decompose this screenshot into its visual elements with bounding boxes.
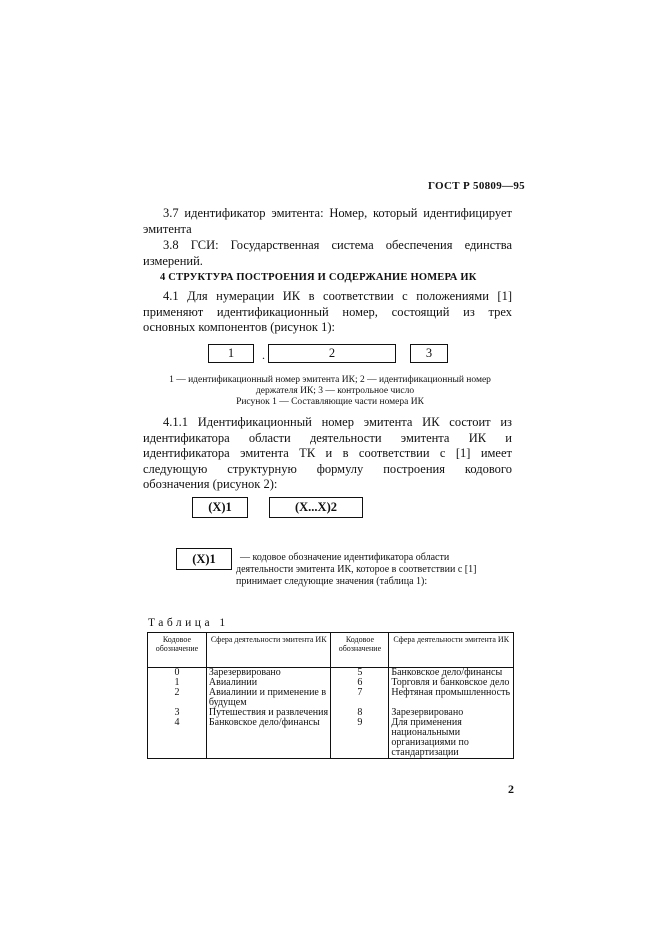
- component-box-3: 3: [410, 344, 448, 363]
- header-sphere-left: Сфера деятельности эмитента ИК: [206, 633, 331, 668]
- table-row: [148, 718, 514, 759]
- table-1-caption: Таблица 1: [148, 617, 229, 629]
- paragraph-4-1-1: 4.1.1 Идентификационный номер эмитента ИК состоит из идентификатора области деятельности эмитента ИК и идентификатора эмитента ТК и в соответствии с [1] имеет следующую структурную формулу построения кодового обозначения (рисунок 2):: [143, 415, 512, 491]
- separator-dot: .: [262, 348, 265, 362]
- code-cell: 3: [148, 708, 207, 718]
- header-sphere-right: Сфера деятельности эмитента ИК: [389, 633, 514, 668]
- code-cell: 2: [148, 688, 207, 708]
- section-4-title: 4 СТРУКТУРА ПОСТРОЕНИЯ И СОДЕРЖАНИЕ НОМЕРА ИК: [160, 272, 477, 283]
- code-cell: 0: [148, 668, 207, 679]
- code-cell: 7: [331, 688, 389, 708]
- figure-1-caption: Рисунок 1 — Составляющие части номера ИК: [236, 397, 424, 407]
- table-row: [148, 688, 514, 708]
- table-1: [147, 632, 514, 759]
- header-code-right: Кодовое обозначение: [331, 633, 389, 668]
- component-box-2: 2: [268, 344, 396, 363]
- figure-2-legend-line3: принимает следующие значения (таблица 1):: [236, 576, 428, 587]
- code-cell: 1: [148, 678, 207, 688]
- code-cell: 8: [331, 708, 389, 718]
- figure-1-legend-line1: 1 — идентификационный номер эмитента ИК; 2 — идентификационный номер: [169, 375, 491, 385]
- header-code-left: Кодовое обозначение: [148, 633, 207, 668]
- paragraph-4-1: 4.1 Для нумерации ИК в соответствии с положениями [1] применяют идентификационный номер, состоящий из трех основных компонентов (рисунок 1):: [143, 289, 512, 334]
- sphere-cell: Для применения национальными организациями по стандартизации: [389, 718, 514, 759]
- formula-box-1: (X)1: [192, 497, 248, 518]
- sphere-cell: Банковское дело/финансы: [389, 668, 514, 679]
- formula-box-2: (X...X)2: [269, 497, 363, 518]
- sphere-cell: Зарезервировано: [206, 668, 331, 679]
- sphere-cell: Зарезервировано: [389, 708, 514, 718]
- figure-1-legend-line2: держателя ИК; 3 — контрольное число: [255, 386, 415, 396]
- code-cell: 6: [331, 678, 389, 688]
- standard-header: ГОСТ Р 50809—95: [428, 180, 525, 192]
- definition-3-8: 3.8 ГСИ: Государственная система обеспечения единства измерений.: [143, 238, 512, 268]
- page-number: 2: [508, 782, 514, 796]
- legend-formula-box: (X)1: [176, 548, 232, 570]
- figure-2-legend-line2: деятельности эмитента ИК, которое в соответствии с [1]: [236, 564, 477, 575]
- sphere-cell: Авиалинии: [206, 678, 331, 688]
- definition-3-7: 3.7 идентификатор эмитента: Номер, который идентифицирует эмитента: [143, 206, 512, 236]
- sphere-cell: Нефтяная промышленность: [389, 688, 514, 708]
- sphere-cell: Путешествия и развлечения: [206, 708, 331, 718]
- component-box-1: 1: [208, 344, 254, 363]
- table-header-row: [148, 633, 514, 668]
- figure-2-legend-line1: — кодовое обозначение идентификатора области: [240, 552, 450, 563]
- code-cell: 5: [331, 668, 389, 679]
- sphere-cell: Банковское дело/финансы: [206, 718, 331, 759]
- sphere-cell: Авиалинии и применение в будущем: [206, 688, 331, 708]
- sphere-cell: Торговля и банковское дело: [389, 678, 514, 688]
- code-cell: 4: [148, 718, 207, 759]
- code-cell: 9: [331, 718, 389, 759]
